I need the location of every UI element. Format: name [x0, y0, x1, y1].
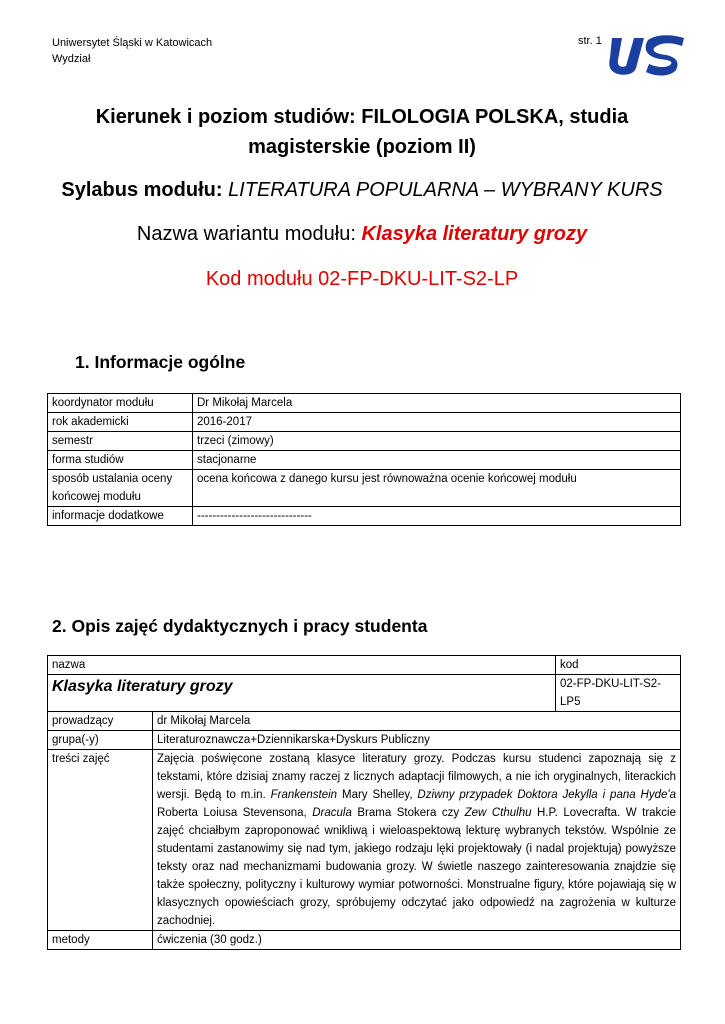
content-title: Dziwny przypadek Doktora Jekylla i pana Hyde'a — [417, 789, 676, 801]
row-label: metody — [48, 931, 153, 950]
row-value: ćwiczenia (30 godz.) — [153, 931, 681, 950]
table-row — [48, 413, 681, 432]
document-header — [52, 35, 212, 67]
program-title: Kierunek i poziom studiów: FILOLOGIA POLSKA, studia magisterskie (poziom II) — [95, 106, 629, 158]
table-row — [48, 656, 681, 675]
variant-name: Klasyka literatury grozy — [361, 223, 588, 245]
table-row — [48, 470, 681, 507]
content-text: H.P. Lovecrafta. W trakcie zajęć chciałbym zaproponować wnikliwą i wieloaspektową lekturę wybranych tekstów. Wspólnie ze studentami zastanowimy się nad tym, jakiego rodzaju lęki projektowały (i nadal projektują) powyższe teksty oraz nad mechanizmami budowania grozy. W świetle naszego zainteresowania znajdzie się także społeczny, polityczny i kulturowy wymiar potworności. Monstrualne figury, które pojawiają się w klasycznych opowieściach grozy, spróbujemy odczytać jako odpowiedź na zagrożenia w kulturze zachodniej. — [157, 807, 676, 927]
row-label: grupa(-y) — [48, 731, 153, 750]
row-label: informacje dodatkowe — [48, 507, 193, 526]
row-value: stacjonarne — [193, 451, 681, 470]
syllabus-prefix: Sylabus modułu: — [61, 179, 229, 201]
content-text: Brama Stokera czy — [351, 807, 465, 819]
content-text: Mary Shelley, — [337, 789, 418, 801]
row-label: sposób ustalania oceny końcowej modułu — [48, 470, 193, 507]
content-text: Roberta Loiusa Stevensona, — [157, 807, 313, 819]
row-label: treści zajęć — [48, 750, 153, 931]
table-row — [48, 394, 681, 413]
table-row — [48, 712, 681, 731]
table-row — [48, 675, 681, 712]
row-value: dr Mikołaj Marcela — [153, 712, 681, 731]
row-value: 2016-2017 — [193, 413, 681, 432]
section-description-heading: 2. Opis zajęć dydaktycznych i pracy studenta — [52, 616, 428, 636]
page-number: str. 1 — [578, 35, 602, 47]
table-row — [48, 451, 681, 470]
row-label: prowadzący — [48, 712, 153, 731]
course-name: Klasyka literatury grozy — [48, 675, 556, 712]
syllabus-title — [52, 176, 672, 204]
variant-title — [52, 220, 672, 248]
kod-label: kod — [556, 656, 681, 675]
table-row — [48, 931, 681, 950]
row-label: forma studiów — [48, 451, 193, 470]
faculty-name: Wydział — [52, 53, 91, 65]
module-code: Kod modułu 02-FP-DKU-LIT-S2-LP — [205, 268, 519, 290]
row-label: semestr — [48, 432, 193, 451]
university-name: Uniwersytet Śląski w Katowicach — [52, 37, 213, 49]
content-title: Frankenstein — [270, 789, 338, 801]
row-value: Literaturoznawcza+Dziennikarska+Dyskurs Publiczny — [153, 731, 681, 750]
syllabus-module-name: LITERATURA POPULARNA – WYBRANY KURS — [228, 179, 663, 201]
course-code: 02-FP-DKU-LIT-S2-LP5 — [556, 675, 681, 712]
course-content — [153, 750, 681, 931]
content-title: Dracula — [312, 807, 352, 819]
table-row — [48, 750, 681, 931]
variant-prefix: Nazwa wariantu modułu: — [136, 223, 362, 245]
nazwa-label: nazwa — [48, 656, 556, 675]
content-title: Zew Cthulhu — [464, 807, 532, 819]
row-label: koordynator modułu — [48, 394, 193, 413]
row-value: trzeci (zimowy) — [193, 432, 681, 451]
section-general-heading: 1. Informacje ogólne — [75, 352, 246, 372]
table-row — [48, 507, 681, 526]
row-value: ------------------------------ — [193, 507, 681, 526]
row-value: ocena końcowa z danego kursu jest równoważna ocenie końcowej modułu — [193, 470, 681, 507]
course-description-table — [47, 655, 681, 950]
table-row — [48, 731, 681, 750]
table-row — [48, 432, 681, 451]
row-label: rok akademicki — [48, 413, 193, 432]
us-logo-icon — [608, 30, 688, 78]
general-info-table — [47, 393, 681, 526]
content-text: Zajęcia poświęcone zostaną klasyce literatury grozy. Podczas kursu studenci zapoznają się z tekstami, które dzisiaj znamy raczej z licznych adaptacji filmowych, a nie ich oryginalnych, literackich wersji. Będą to m.in. — [157, 753, 676, 801]
row-value: Dr Mikołaj Marcela — [193, 394, 681, 413]
